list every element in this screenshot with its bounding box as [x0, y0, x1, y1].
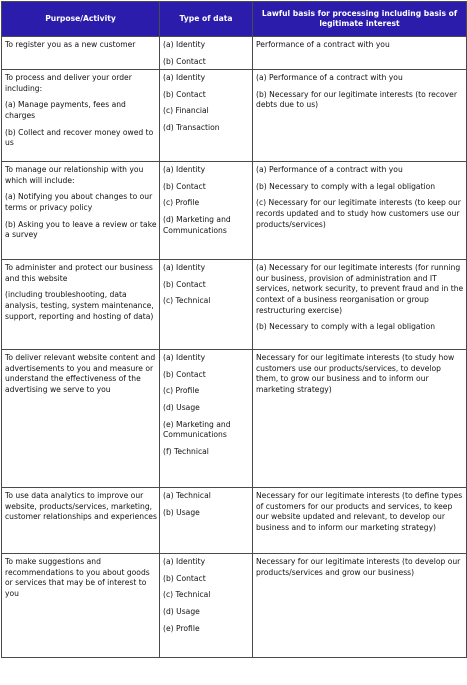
data-type-item: (f) Technical [163, 446, 209, 456]
purpose-text: (a) Manage payments, fees and charges [5, 100, 126, 120]
type-of-data-cell [160, 488, 253, 554]
purpose-text: To manage our relationship with you which will include: [5, 165, 144, 185]
data-type-item: (c) Financial [163, 106, 209, 116]
data-type-item: (b) Contact [163, 89, 206, 99]
data-type-item: (b) Contact [163, 279, 206, 289]
data-type-item: (a) Identity [163, 40, 206, 49]
type-of-data-cell [160, 260, 253, 350]
lawful-basis-cell [253, 554, 467, 658]
lawful-basis-text: Necessary for our legitimate interests (to develop our products/services and grow our business) [256, 557, 461, 577]
type-of-data-cell [160, 70, 253, 162]
lawful-basis-text: (a) Performance of a contract with you [256, 73, 403, 83]
data-type-item: (a) Identity [163, 557, 206, 567]
lawful-basis-text: (a) Necessary for our legitimate interests (for running our business, provision of administration and IT services, network security, to prevent fraud and in the context of a business reorganisation or group restructuring exercise) [256, 263, 464, 315]
data-type-item: (b) Usage [163, 507, 200, 517]
purpose-text: (including troubleshooting, data analysis, testing, system maintenance, support, reporting and hosting of data) [5, 290, 154, 321]
purpose-text: To administer and protect our business and this website [5, 263, 153, 283]
purpose-cell [2, 37, 160, 70]
table-row [2, 350, 467, 488]
purpose-text: (b) Asking you to leave a review or take a survey [5, 219, 157, 240]
purpose-cell [2, 260, 160, 350]
lawful-basis-cell [253, 350, 467, 488]
purpose-text: To deliver relevant website content and advertisements to you and measure or understand the effectiveness of the advertising we serve to you [5, 353, 156, 394]
purpose-cell [2, 162, 160, 260]
lawful-basis-text: (b) Necessary to comply with a legal obligation [256, 181, 436, 191]
data-type-item: (d) Usage [163, 606, 200, 616]
purpose-text: To use data analytics to improve our website, products/services, marketing, customer relationships and experiences [5, 491, 157, 522]
data-type-item: (b) Contact [163, 369, 206, 379]
lawful-basis-table [1, 1, 467, 658]
purpose-cell [2, 554, 160, 658]
header-purpose: Purpose/Activity [2, 2, 160, 37]
data-type-item: (b) Contact [163, 56, 206, 66]
data-type-item: (a) Identity [163, 263, 206, 273]
purpose-text: (b) Collect and recover money owed to us [5, 127, 154, 148]
lawful-basis-text: (b) Necessary to comply with a legal obligation [256, 322, 436, 332]
data-type-item: (a) Identity [163, 353, 206, 363]
type-of-data-cell [160, 554, 253, 658]
data-type-item: (d) Transaction [163, 122, 220, 132]
table-row [2, 37, 467, 70]
table-body [2, 37, 467, 658]
lawful-basis-text: Necessary for our legitimate interests (to define types of customers for our products and services, to keep our website updated and relevant, to develop our business and to inform our marketing strategy) [256, 491, 463, 532]
table-row [2, 488, 467, 554]
data-type-item: (a) Technical [163, 491, 211, 501]
table-row [2, 162, 467, 260]
lawful-basis-cell [253, 70, 467, 162]
data-type-item: (d) Usage [163, 402, 200, 412]
lawful-basis-text: Performance of a contract with you [256, 40, 390, 49]
data-type-item: (b) Contact [163, 181, 206, 191]
lawful-basis-text: (c) Necessary for our legitimate interests (to keep our records updated and to study how customers use our products/services) [256, 198, 461, 229]
purpose-text: (a) Notifying you about changes to our terms or privacy policy [5, 192, 153, 212]
type-of-data-cell [160, 350, 253, 488]
lawful-basis-text: (b) Necessary for our legitimate interests (to recover debts due to us) [256, 89, 457, 110]
data-type-item: (a) Identity [163, 73, 206, 83]
lawful-basis-cell [253, 162, 467, 260]
lawful-basis-cell [253, 37, 467, 70]
lawful-basis-cell [253, 260, 467, 350]
type-of-data-cell [160, 162, 253, 260]
data-type-item: (d) Marketing and Communications [163, 214, 231, 235]
data-type-item: (c) Profile [163, 386, 200, 396]
table-row [2, 554, 467, 658]
data-type-item: (a) Identity [163, 165, 206, 175]
purpose-text: To make suggestions and recommendations to you about goods or services that may be of interest to you [5, 557, 150, 598]
purpose-cell [2, 488, 160, 554]
table-row [2, 70, 467, 162]
lawful-basis-text: (a) Performance of a contract with you [256, 165, 403, 175]
purpose-cell [2, 70, 160, 162]
purpose-cell [2, 350, 160, 488]
header-type-of-data: Type of data [160, 2, 253, 37]
data-type-item: (c) Profile [163, 198, 200, 208]
table-row [2, 260, 467, 350]
purpose-text: To process and deliver your order including: [5, 73, 132, 93]
data-type-item: (e) Marketing and Communications [163, 419, 231, 440]
lawful-basis-cell [253, 488, 467, 554]
lawful-basis-table-container [1, 1, 466, 658]
data-type-item: (e) Profile [163, 623, 200, 633]
data-type-item: (c) Technical [163, 296, 211, 306]
purpose-text: To register you as a new customer [5, 40, 136, 49]
header-lawful-basis: Lawful basis for processing including basis of legitimate interest [253, 2, 467, 37]
data-type-item: (b) Contact [163, 573, 206, 583]
type-of-data-cell [160, 37, 253, 70]
table-header-row [2, 2, 467, 37]
lawful-basis-text: Necessary for our legitimate interests (to study how customers use our products/services, to develop them, to grow our business and to inform our marketing strategy) [256, 353, 455, 394]
data-type-item: (c) Technical [163, 590, 211, 600]
